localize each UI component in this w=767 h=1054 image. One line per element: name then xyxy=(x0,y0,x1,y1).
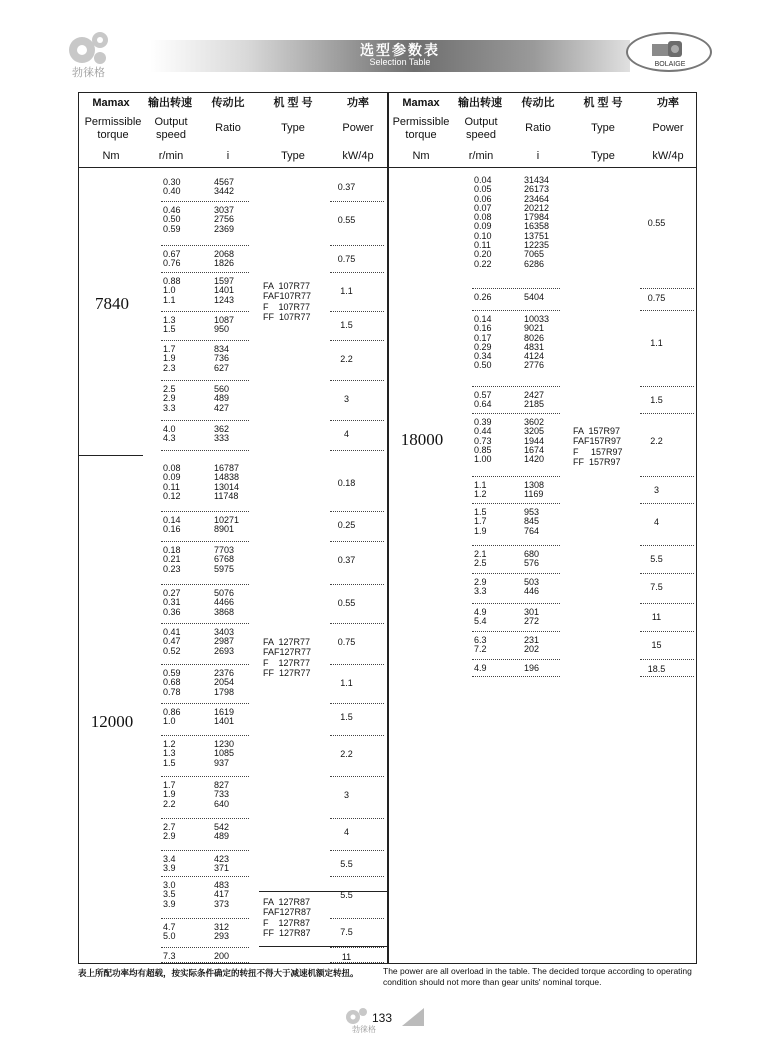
power-cell: 0.75 xyxy=(337,254,356,265)
speed-cell: 2.7 2.9 xyxy=(163,822,176,842)
ratio-cell: 196 xyxy=(524,663,540,673)
power-cell: 7.5 xyxy=(650,582,663,593)
speed-cell: 6.3 7.2 xyxy=(474,635,487,655)
col-torque-en: Permissible torque xyxy=(84,116,142,141)
power-separator xyxy=(330,450,384,451)
speed-cell: 4.0 4.3 xyxy=(163,424,176,444)
speed-cell: 4.9 5.4 xyxy=(474,607,487,627)
left-block-rule xyxy=(79,455,143,456)
col-type-zh-r: 机 型 号 xyxy=(583,97,623,109)
power-cell: 1.5 xyxy=(340,712,353,723)
power-separator xyxy=(330,541,384,542)
power-separator xyxy=(330,962,384,963)
footnote-en: The power are all overload in the table. The decided torque according to operating condition should not more than gear units' nominal torque. xyxy=(383,966,692,987)
col-ratio-zh-r: 传动比 xyxy=(521,97,555,109)
ratio-cell: 503 446 xyxy=(524,577,540,597)
ratio-cell: 5076 4466 3868 xyxy=(214,588,235,617)
ratio-cell: 362 333 xyxy=(214,424,230,444)
row-separator xyxy=(472,659,560,660)
row-separator xyxy=(161,450,249,451)
speed-cell: 0.26 xyxy=(474,292,492,302)
speed-cell: 0.59 0.68 0.78 xyxy=(163,668,181,697)
power-cell: 0.75 xyxy=(337,636,356,647)
power-separator xyxy=(330,623,384,624)
row-separator xyxy=(161,818,249,819)
col-speed-unit: r/min xyxy=(158,150,184,162)
col-type-unit: Type xyxy=(281,150,305,162)
power-separator xyxy=(330,420,384,421)
ratio-cell: 834 736 627 xyxy=(214,344,230,373)
ratio-cell: 312 293 xyxy=(214,922,230,942)
power-cell: 1.5 xyxy=(650,395,663,406)
speed-cell: 0.30 0.40 xyxy=(163,177,181,197)
col-type-unit-r: Type xyxy=(591,150,615,162)
row-separator xyxy=(161,735,249,736)
speed-cell: 1.2 1.3 1.5 xyxy=(163,739,176,768)
row-separator xyxy=(161,776,249,777)
row-separator xyxy=(161,420,249,421)
col-torque-unit-r: Nm xyxy=(412,150,430,162)
speed-cell: 0.18 0.21 0.23 xyxy=(163,545,181,574)
speed-cell: 1.7 1.9 2.2 xyxy=(163,780,176,809)
power-cell: 0.55 xyxy=(337,597,356,608)
ratio-cell: 542 489 xyxy=(214,822,230,842)
row-separator xyxy=(472,631,560,632)
ratio-cell: 2068 1826 xyxy=(214,249,235,269)
col-speed-zh: 输出转速 xyxy=(148,97,192,109)
power-cell: 0.18 xyxy=(337,477,356,488)
ratio-cell: 1230 1085 937 xyxy=(214,739,235,768)
ratio-cell: 1308 1169 xyxy=(524,480,545,500)
row-separator xyxy=(472,603,560,604)
speed-cell: 0.57 0.64 xyxy=(474,390,492,410)
row-separator xyxy=(161,541,249,542)
ratio-cell: 483 417 373 xyxy=(214,880,230,909)
row-separator xyxy=(161,623,249,624)
row-separator xyxy=(472,503,560,504)
ratio-cell: 2376 2054 1798 xyxy=(214,668,235,697)
row-separator xyxy=(472,676,560,677)
power-separator xyxy=(330,311,384,312)
power-cell: 2.2 xyxy=(340,353,353,364)
ratio-cell: 680 576 xyxy=(524,549,540,569)
ratio-cell: 827 733 640 xyxy=(214,780,230,809)
power-separator xyxy=(330,272,384,273)
power-cell: 0.25 xyxy=(337,520,356,531)
col-power-zh-r: 功率 xyxy=(657,97,679,109)
page-logo-text: 勃徕格 xyxy=(352,1025,376,1034)
power-separator xyxy=(640,545,694,546)
col-type-en: Type xyxy=(281,122,305,134)
speed-cell: 2.5 2.9 3.3 xyxy=(163,384,176,413)
col-speed-en: Output speed xyxy=(154,116,188,141)
power-separator xyxy=(640,603,694,604)
power-cell: 7.5 xyxy=(340,927,353,938)
ratio-cell: 3602 3205 1944 1674 1420 xyxy=(524,417,545,465)
power-cell: 0.75 xyxy=(647,292,666,303)
row-separator xyxy=(161,703,249,704)
power-separator xyxy=(330,947,384,948)
col-power-en: Power xyxy=(342,122,374,134)
ratio-cell: 2427 2185 xyxy=(524,390,545,410)
col-speed-unit-r: r/min xyxy=(468,150,494,162)
footnote-zh: 表上所配功率均有超载，按实际条件确定的转扭不得大于减速机额定转扭。 xyxy=(78,969,359,979)
type-157: FA 157R97 FAF157R97 F 157R97 FF 157R97 xyxy=(573,426,623,468)
col-power-unit: kW/4p xyxy=(342,150,374,162)
speed-cell: 0.27 0.31 0.36 xyxy=(163,588,181,617)
power-separator xyxy=(330,876,384,877)
power-cell: 0.55 xyxy=(337,214,356,225)
ratio-cell: 200 xyxy=(214,951,230,961)
speed-cell: 1.5 1.7 1.9 xyxy=(474,507,487,536)
power-separator xyxy=(640,631,694,632)
power-separator xyxy=(330,380,384,381)
power-separator xyxy=(330,703,384,704)
row-separator xyxy=(472,288,560,289)
power-cell: 1.1 xyxy=(340,285,353,296)
row-separator xyxy=(472,413,560,414)
speed-cell: 3.4 3.9 xyxy=(163,854,176,874)
row-separator xyxy=(472,573,560,574)
row-separator xyxy=(161,876,249,877)
row-separator xyxy=(161,918,249,919)
ratio-cell: 1087 950 xyxy=(214,315,235,335)
ratio-cell: 3037 2756 2369 xyxy=(214,205,235,234)
power-separator xyxy=(330,340,384,341)
power-cell: 4 xyxy=(343,429,349,440)
col-torque-en-r: Permissible torque xyxy=(392,116,450,141)
col-power-en-r: Power xyxy=(652,122,684,134)
power-separator xyxy=(330,664,384,665)
speed-cell: 4.7 5.0 xyxy=(163,922,176,942)
power-separator xyxy=(330,201,384,202)
ratio-cell: 423 371 xyxy=(214,854,230,874)
speed-cell: 1.3 1.5 xyxy=(163,315,176,335)
gearbox-icon xyxy=(648,38,688,60)
col-type-en-r: Type xyxy=(591,122,615,134)
speed-cell: 7.3 xyxy=(163,951,176,961)
ratio-cell: 10033 9021 8026 4831 4124 2776 xyxy=(524,314,550,371)
power-separator xyxy=(330,735,384,736)
ratio-cell: 231 202 xyxy=(524,635,540,655)
power-separator xyxy=(330,776,384,777)
col-ratio-unit-r: i xyxy=(536,150,540,162)
power-separator xyxy=(640,288,694,289)
power-separator xyxy=(330,818,384,819)
speed-cell: 0.86 1.0 xyxy=(163,707,181,727)
power-separator xyxy=(330,584,384,585)
power-separator xyxy=(640,310,694,311)
torque-18000: 18000 xyxy=(400,430,444,449)
power-separator xyxy=(640,503,694,504)
row-separator xyxy=(472,310,560,311)
ratio-cell: 3403 2987 2693 xyxy=(214,627,235,656)
row-separator xyxy=(472,545,560,546)
row-separator xyxy=(161,340,249,341)
ratio-cell: 31434 26173 23464 20212 17984 16358 13751 12235 7065 6286 xyxy=(524,175,550,269)
page-title-zh: 选型参数表 xyxy=(360,43,440,59)
speed-cell: 0.67 0.76 xyxy=(163,249,181,269)
row-separator xyxy=(161,380,249,381)
col-speed-zh-r: 输出转速 xyxy=(458,97,502,109)
row-separator xyxy=(472,386,560,387)
row-separator xyxy=(161,584,249,585)
col-ratio-unit: i xyxy=(226,150,230,162)
speed-cell: 0.04 0.05 0.06 0.07 0.08 0.09 0.10 0.11 0.20 0.22 xyxy=(474,175,492,269)
power-cell: 5.5 xyxy=(340,889,353,900)
speed-cell: 0.14 0.16 0.17 0.29 0.34 0.50 xyxy=(474,314,492,371)
power-separator xyxy=(330,850,384,851)
page-title-en: Selection Table xyxy=(369,57,431,67)
speed-cell: 1.7 1.9 2.3 xyxy=(163,344,176,373)
col-ratio-zh: 传动比 xyxy=(211,97,245,109)
col-ratio-en-r: Ratio xyxy=(525,122,551,134)
power-cell: 3 xyxy=(343,393,349,404)
row-separator xyxy=(161,947,249,948)
row-separator xyxy=(161,850,249,851)
speed-cell: 0.08 0.09 0.11 0.12 xyxy=(163,463,181,501)
ratio-cell: 5404 xyxy=(524,292,545,302)
power-cell: 15 xyxy=(651,640,662,651)
power-cell: 1.5 xyxy=(340,320,353,331)
ratio-cell: 1597 1401 1243 xyxy=(214,276,235,305)
speed-cell: 3.0 3.5 3.9 xyxy=(163,880,176,909)
company-logo-text: 勃徕格 xyxy=(72,66,105,79)
power-separator xyxy=(640,386,694,387)
ratio-cell: 16787 14838 13014 11748 xyxy=(214,463,240,501)
page-arrow-icon xyxy=(402,1008,424,1026)
power-cell: 4 xyxy=(343,827,349,838)
power-cell: 18.5 xyxy=(647,663,666,674)
col-torque-zh: Mamax xyxy=(92,97,130,109)
power-cell: 5.5 xyxy=(650,554,663,565)
row-separator xyxy=(161,511,249,512)
speed-cell: 1.1 1.2 xyxy=(474,480,487,500)
row-separator xyxy=(472,476,560,477)
col-type-zh: 机 型 号 xyxy=(273,97,313,109)
power-cell: 0.37 xyxy=(337,554,356,565)
col-ratio-en: Ratio xyxy=(215,122,241,134)
col-speed-en-r: Output speed xyxy=(464,116,498,141)
ratio-cell: 7703 6768 5975 xyxy=(214,545,235,574)
page-number: 133 xyxy=(372,1011,393,1025)
power-separator xyxy=(330,511,384,512)
speed-cell: 0.46 0.50 0.59 xyxy=(163,205,181,234)
power-cell: 5.5 xyxy=(340,859,353,870)
type-127r87: FA 127R87 FAF127R87 F 127R87 FF 127R87 xyxy=(263,897,312,939)
type-127r77: FA 127R77 FAF127R77 F 127R77 FF 127R77 xyxy=(263,637,312,679)
row-separator xyxy=(161,272,249,273)
row-separator xyxy=(161,962,249,963)
ratio-cell: 953 845 764 xyxy=(524,507,540,536)
brand-name: BOLAIGE xyxy=(654,61,686,68)
torque-7840: 7840 xyxy=(95,294,129,313)
row-separator xyxy=(161,245,249,246)
row-separator xyxy=(161,664,249,665)
power-cell: 2.2 xyxy=(650,436,663,447)
speed-cell: 0.41 0.47 0.52 xyxy=(163,627,181,656)
power-separator xyxy=(640,413,694,414)
speed-cell: 2.1 2.5 xyxy=(474,549,487,569)
power-separator xyxy=(330,918,384,919)
power-cell: 1.1 xyxy=(650,337,663,348)
type-107: FA 107R77 FAF107R77 F 107R77 FF 107R77 xyxy=(263,281,312,323)
col-power-unit-r: kW/4p xyxy=(652,150,684,162)
power-cell: 11 xyxy=(341,951,352,962)
center-divider xyxy=(387,93,389,963)
ratio-cell: 10271 8901 xyxy=(214,515,240,535)
power-cell: 3 xyxy=(653,485,659,496)
power-cell: 0.55 xyxy=(647,217,666,228)
col-torque-unit: Nm xyxy=(102,150,120,162)
speed-cell: 0.39 0.44 0.73 0.85 1.00 xyxy=(474,417,492,465)
power-cell: 1.1 xyxy=(340,677,353,688)
power-cell: 11 xyxy=(651,612,662,623)
speed-cell: 0.14 0.16 xyxy=(163,515,181,535)
power-cell: 4 xyxy=(653,516,659,527)
row-separator xyxy=(161,201,249,202)
ratio-cell: 4567 3442 xyxy=(214,177,235,197)
row-separator xyxy=(161,311,249,312)
power-separator xyxy=(640,659,694,660)
speed-cell: 0.88 1.0 1.1 xyxy=(163,276,181,305)
power-separator xyxy=(640,676,694,677)
col-power-zh: 功率 xyxy=(347,97,369,109)
col-torque-zh-r: Mamax xyxy=(402,97,440,109)
ratio-cell: 1619 1401 xyxy=(214,707,235,727)
power-cell: 2.2 xyxy=(340,748,353,759)
power-separator xyxy=(640,476,694,477)
power-separator xyxy=(330,245,384,246)
header-rule xyxy=(79,167,696,168)
ratio-cell: 560 489 427 xyxy=(214,384,230,413)
torque-12000: 12000 xyxy=(90,712,134,731)
power-cell: 0.37 xyxy=(337,182,356,193)
power-separator xyxy=(640,573,694,574)
speed-cell: 4.9 xyxy=(474,663,487,673)
speed-cell: 2.9 3.3 xyxy=(474,577,487,597)
ratio-cell: 301 272 xyxy=(524,607,540,627)
power-cell: 3 xyxy=(343,789,349,800)
